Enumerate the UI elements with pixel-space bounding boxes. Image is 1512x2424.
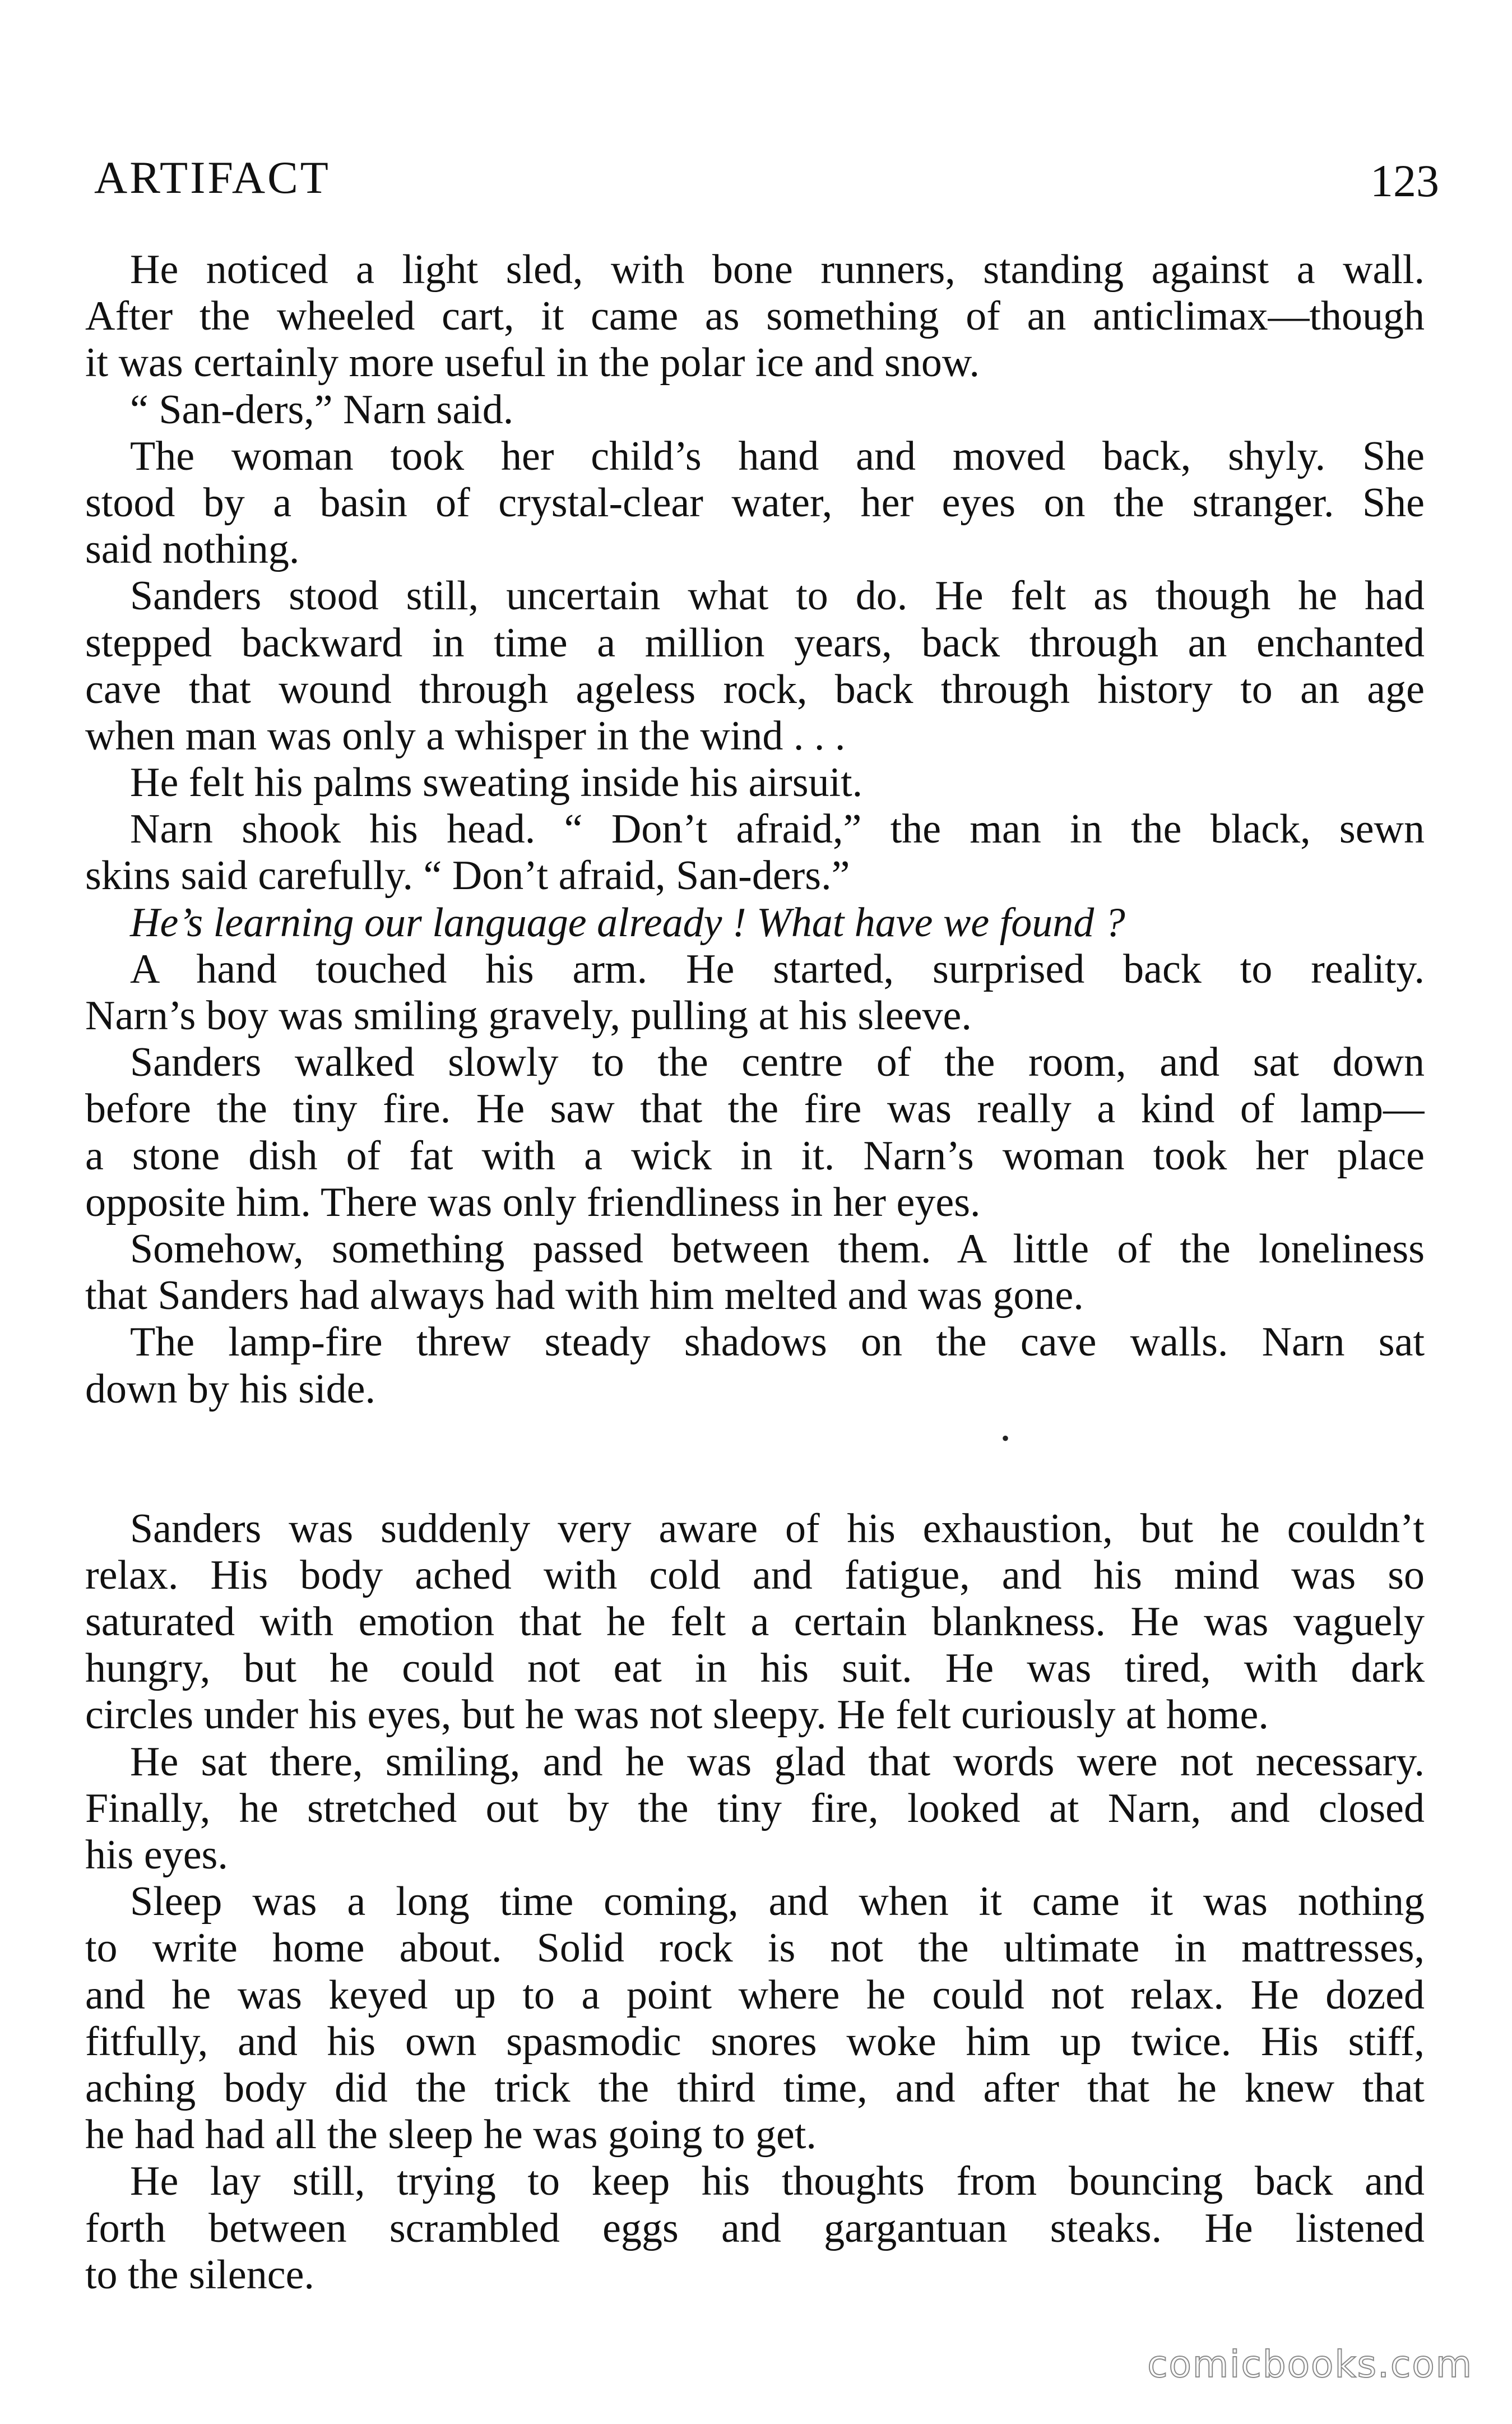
text-line: he had had all the sleep he was going to get. — [85, 2112, 817, 2158]
text-line: down by his side. — [85, 1366, 375, 1412]
paragraph — [85, 806, 1425, 899]
text-line: aching body did the trick the third time, and after that he knew that — [85, 2065, 1425, 2111]
text-line: Narn’s boy was smiling gravely, pulling at his sleeve. — [85, 993, 972, 1039]
text-line: forth between scrambled eggs and gargantuan steaks. He listened — [85, 2205, 1425, 2251]
text-line: skins said carefully. “ Don’t afraid, San-ders.” — [85, 853, 850, 899]
text-line: to the silence. — [85, 2251, 314, 2298]
running-header — [94, 151, 1439, 213]
text-line: that Sanders had always had with him melted and was gone. — [85, 1273, 1084, 1319]
text-line: saturated with emotion that he felt a certain blankness. He was vaguely — [85, 1599, 1425, 1645]
paragraph — [85, 1319, 1425, 1412]
section-break — [85, 1413, 1425, 1506]
text-line: hungry, but he could not eat in his suit. He was tired, with dark — [85, 1645, 1425, 1692]
text-line: before the tiny fire. He saw that the fire was really a kind of lamp— — [85, 1086, 1425, 1132]
text-line: “ San-ders,” Narn said. — [130, 386, 514, 433]
paragraph — [85, 946, 1425, 1039]
text-line: a stone dish of fat with a wick in it. Narn’s woman took her place — [85, 1132, 1425, 1179]
text-line: He felt his palms sweating inside his airsuit. — [130, 760, 863, 806]
text-line: He lay still, trying to keep his thoughts from bouncing back and — [130, 2158, 1425, 2205]
text-line: relax. His body ached with cold and fatigue, and his mind was so — [85, 1552, 1425, 1598]
text-line: opposite him. There was only friendliness in her eyes. — [85, 1179, 981, 1225]
paragraph — [85, 1226, 1425, 1319]
paragraph-italic-thought — [85, 900, 1425, 946]
paragraph — [85, 433, 1425, 573]
text-line: stepped backward in time a million years, back through an enchanted — [85, 619, 1425, 666]
text-line: it was certainly more useful in the polar ice and snow. — [85, 340, 980, 386]
text-line: Sanders was suddenly very aware of his exhaustion, but he couldn’t — [130, 1505, 1425, 1552]
text-line: He’s learning our language already ! What have we found ? — [130, 899, 1125, 946]
paragraph — [85, 2158, 1425, 2298]
text-line: He sat there, smiling, and he was glad that words were not necessary. — [130, 1738, 1425, 1785]
text-line: A hand touched his arm. He started, surprised back to reality. — [130, 946, 1425, 992]
paragraph — [85, 760, 1425, 806]
text-line: After the wheeled cart, it came as something of an anticlimax—though — [85, 293, 1425, 340]
text-line: when man was only a whisper in the wind . . . — [85, 713, 846, 759]
watermark: comicbooks.com — [1147, 2343, 1473, 2386]
paragraph — [85, 387, 1425, 433]
paragraph — [85, 1039, 1425, 1226]
text-line: He noticed a light sled, with bone runners, standing against a wall. — [130, 247, 1425, 293]
text-line: The lamp-fire threw steady shadows on the cave walls. Narn sat — [130, 1319, 1425, 1366]
text-line: Sanders stood still, uncertain what to do. He felt as though he had — [130, 573, 1425, 619]
paragraph — [85, 1879, 1425, 2158]
text-line: Sanders walked slowly to the centre of the room, and sat down — [130, 1039, 1425, 1086]
page-number: 123 — [1370, 155, 1439, 206]
text-line: Narn shook his head. “ Don’t afraid,” the man in the black, sewn — [130, 806, 1425, 853]
text-line: his eyes. — [85, 1832, 228, 1878]
paragraph — [85, 1506, 1425, 1739]
body-text — [85, 247, 1425, 2298]
text-line: to write home about. Solid rock is not the ultimate in mattresses, — [85, 1925, 1425, 1972]
section-break-mark: • — [1001, 1425, 1010, 1451]
text-line: said nothing. — [85, 526, 300, 573]
text-line: fitfully, and his own spasmodic snores woke him up twice. His stiff, — [85, 2018, 1425, 2065]
text-line: The woman took her child’s hand and moved back, shyly. She — [130, 433, 1425, 479]
text-line: stood by a basin of crystal-clear water, her eyes on the stranger. She — [85, 479, 1425, 526]
paragraph — [85, 1739, 1425, 1879]
text-line: circles under his eyes, but he was not sleepy. He felt curiously at home. — [85, 1692, 1269, 1738]
paragraph — [85, 573, 1425, 760]
running-title: ARTIFACT — [94, 152, 331, 203]
paragraph — [85, 247, 1425, 387]
text-line: cave that wound through ageless rock, back through history to an age — [85, 666, 1425, 713]
text-line: Sleep was a long time coming, and when it came it was nothing — [130, 1879, 1425, 1925]
text-line: Somehow, something passed between them. A little of the loneliness — [130, 1225, 1425, 1272]
text-line: Finally, he stretched out by the tiny fire, looked at Narn, and closed — [85, 1785, 1425, 1831]
text-line: and he was keyed up to a point where he could not relax. He dozed — [85, 1972, 1425, 2018]
